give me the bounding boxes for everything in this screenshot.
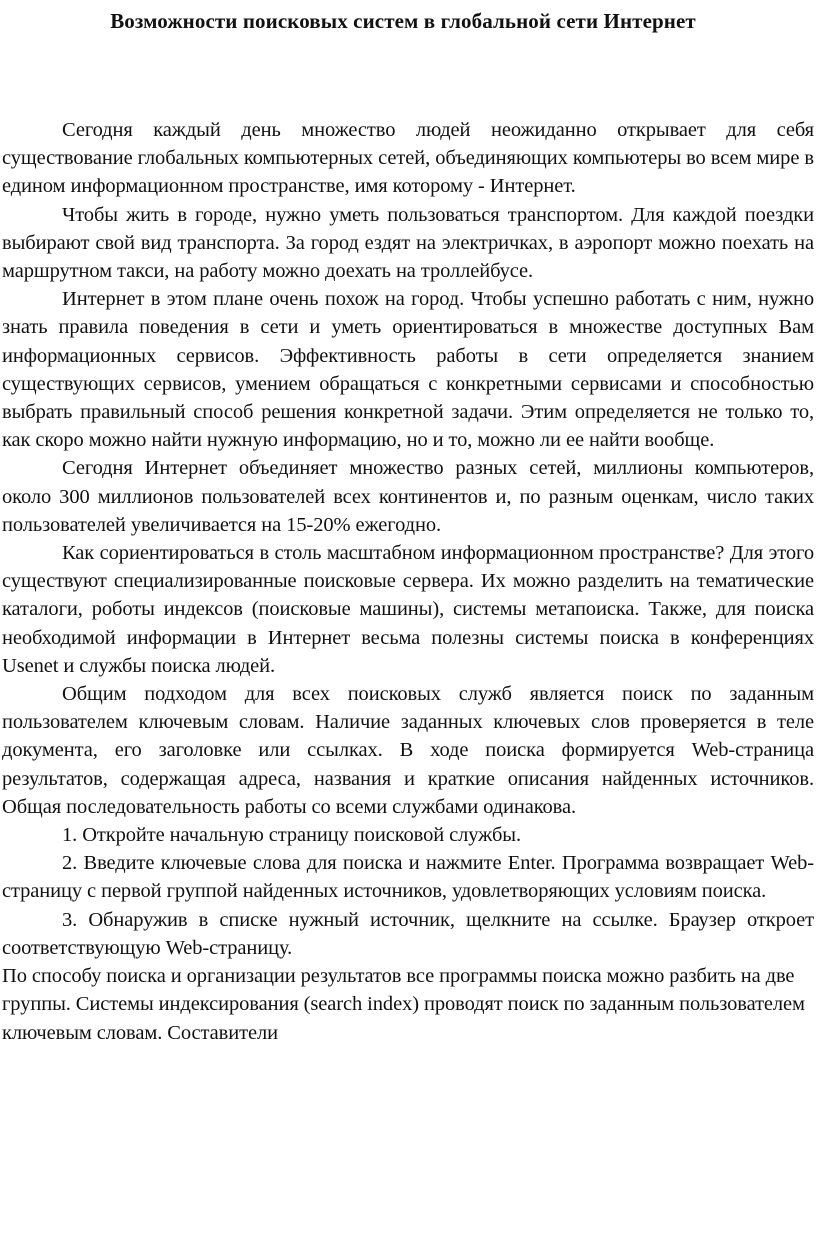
- paragraph-internet-city: Интернет в этом плане очень похож на город. Чтобы успешно работать с ним, нужно знать правила поведения в сети и уметь ориентироваться в множестве доступных Вам информационных сервисов. Эффективность работы в сети определяется знанием существующих сервисов, умением обращаться с конкретными сервисами и способностью выбрать правильный способ решения конкретной задачи. Этим определяется не только то, как скоро можно найти нужную информацию, но и то, можно ли ее найти вообще.: [2, 288, 814, 452]
- paragraph-keyword-search: Общим подходом для всех поисковых служб является поиск по заданным пользователем ключевым словам. Наличие заданных ключевых слов проверяется в теле документа, его заголовке или ссылках. В ходе поиска формируется Web-страница результатов, содержащая адреса, названия и краткие описания найденных источников. Общая последовательность работы со всеми службами одинакова.: [2, 683, 814, 818]
- document-title: Возможности поисковых систем в глобальной сети Интернет: [110, 9, 696, 33]
- paragraph-intro: Сегодня каждый день множество людей неожиданно открывает для себя существование глобальных компьютерных сетей, объединяющих компьютеры во всем мире в едином информационном пространстве, имя которому - Интернет.: [2, 119, 814, 198]
- paragraph-internet-stats: Сегодня Интернет объединяет множество разных сетей, миллионы компьютеров, около 300 миллионов пользователей всех континентов и, по разным оценкам, число таких пользователей увеличивается на 15-20% ежегодно.: [2, 457, 814, 536]
- paragraph-search-servers: Как сориентироваться в столь масштабном информационном пространстве? Для этого существуют специализированные поисковые сервера. Их можно разделить на тематические каталоги, роботы индексов (поисковые машины), системы метапоиска. Также, для поиска необходимой информации в Интернет весьма полезны системы поиска в конференциях Usenet и службы поиска людей.: [2, 542, 814, 677]
- document-body: [2, 116, 814, 1047]
- paragraph-city-transport: Чтобы жить в городе, нужно уметь пользоваться транспортом. Для каждой поездки выбирают свой вид транспорта. За город ездят на электричках, в аэропорт можно поехать на маршрутном такси, на работу можно доехать на троллейбусе.: [2, 203, 814, 283]
- paragraph-search-groups: По способу поиска и организации результатов все программы поиска можно разбить на две группы. Системы индексирования (search index) проводят поиск по заданным пользователем ключевым словам. Составители: [2, 965, 805, 1044]
- list-item-step-2: 2. Введите ключевые слова для поиска и нажмите Enter. Программа возвращает Web-страницу с первой группой найденных источников, удовлетворяющих условиям поиска.: [2, 852, 814, 903]
- list-item-step-3: 3. Обнаружив в списке нужный источник, щелкните на ссылке. Браузер откроет соответствующую Web-страницу.: [2, 908, 814, 959]
- list-item-step-1: 1. Откройте начальную страницу поисковой службы.: [62, 824, 521, 847]
